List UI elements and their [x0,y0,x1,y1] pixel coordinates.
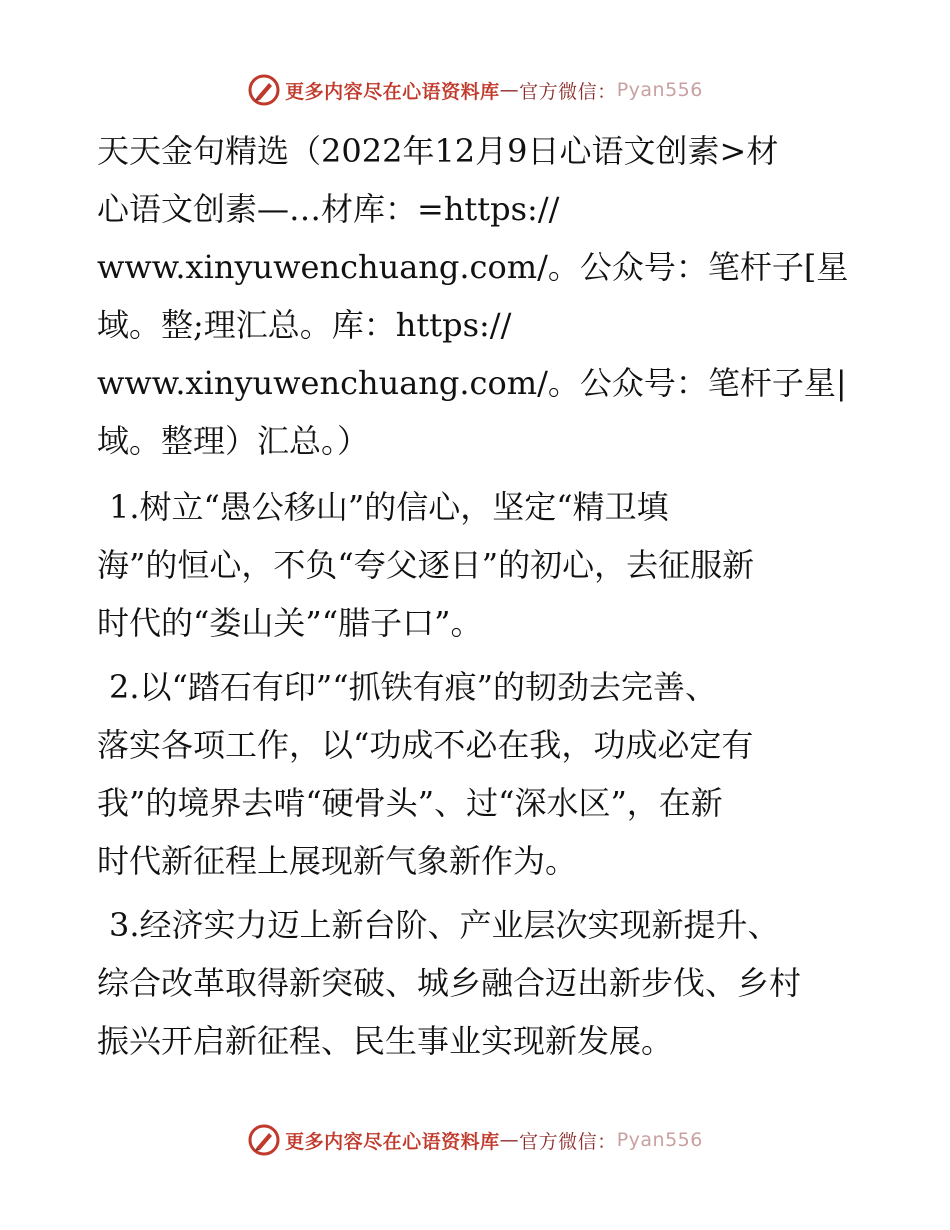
quote-2 [97,658,857,890]
watermark-wechat-label: 官方微信： [519,1130,617,1153]
header-line: 域。整;理汇总。库：https:// [97,306,512,344]
pen-logo-icon [247,1123,281,1157]
watermark-separator: — [499,1129,520,1151]
watermark-separator: — [499,79,520,101]
quote-line: 海”的恒心，不负“夸父逐日”的初心，去征服新 [97,546,755,584]
header-line: 域。整理）汇总。） [97,422,370,460]
watermark-brand: 更多内容尽在心语资料库 [285,1130,500,1153]
document-body [97,122,857,1076]
watermark-banner-bottom [0,1120,950,1160]
document-header [97,122,857,470]
watermark-wechat-id: Pyan556 [616,79,703,101]
header-line: 天天金句精选（2022年12月9日心语文创素>材 [97,132,779,170]
quote-line: 我”的境界去啃“硬骨头”、过“深水区”，在新 [97,784,723,822]
quote-line: 2.以“踏石有印”“抓铁有痕”的韧劲去完善、 [109,668,717,706]
watermark-brand: 更多内容尽在心语资料库 [285,80,500,103]
quote-line: 1.树立“愚公移山”的信心，坚定“精卫填 [109,488,669,526]
header-line: 心语文创素—…材库：=https:// [97,190,560,228]
watermark-banner-top [0,70,950,110]
header-line: www.xinyuwenchuang.com/。公众号：笔杆子星| [97,364,847,402]
quote-line: 落实各项工作，以“功成不必在我，功成必定有 [97,726,754,764]
header-line: www.xinyuwenchuang.com/。公众号：笔杆子[星 [97,248,849,286]
quote-line: 时代的“娄山关”“腊子口”。 [97,604,483,642]
watermark-wechat-id: Pyan556 [616,1129,703,1151]
watermark-wechat-label: 官方微信： [519,80,617,103]
quote-3 [97,896,857,1070]
quote-line: 振兴开启新征程、民生事业实现新发展。 [97,1022,674,1060]
quote-line: 综合改革取得新突破、城乡融合迈出新步伐、乡村 [97,964,802,1002]
pen-logo-icon [247,73,281,107]
quote-line: 3.经济实力迈上新台阶、产业层次实现新提升、 [109,906,780,944]
quote-1 [97,478,857,652]
quote-line: 时代新征程上展现新气象新作为。 [97,842,578,880]
